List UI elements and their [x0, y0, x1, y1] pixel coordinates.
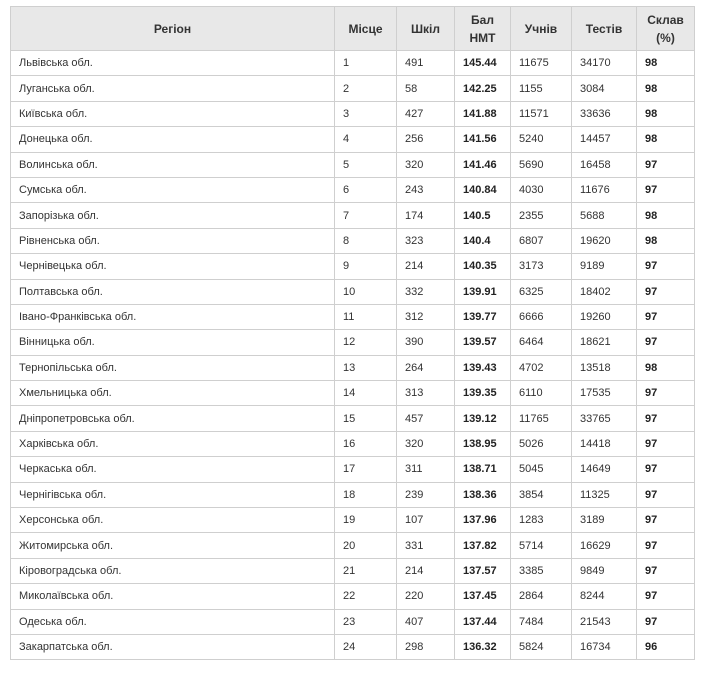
students-cell: 7484: [511, 609, 572, 634]
place-cell: 23: [335, 609, 397, 634]
schools-cell: 174: [397, 203, 455, 228]
pass-cell: 97: [637, 279, 695, 304]
place-cell: 15: [335, 406, 397, 431]
header-score-line2: НМТ: [469, 30, 496, 45]
region-cell: Сумська обл.: [11, 177, 335, 202]
score-cell: 140.35: [455, 254, 511, 279]
pass-cell: 97: [637, 584, 695, 609]
pass-cell: 98: [637, 127, 695, 152]
header-pass-line1: Склав: [647, 12, 684, 27]
region-cell: Волинська обл.: [11, 152, 335, 177]
tests-cell: 11676: [572, 177, 637, 202]
schools-cell: 457: [397, 406, 455, 431]
pass-cell: 98: [637, 51, 695, 76]
table-row: [11, 228, 695, 253]
score-cell: 139.57: [455, 330, 511, 355]
region-cell: Закарпатська обл.: [11, 634, 335, 659]
region-cell: Харківська обл.: [11, 431, 335, 456]
students-cell: 5714: [511, 533, 572, 558]
tests-cell: 14649: [572, 457, 637, 482]
pass-cell: 98: [637, 76, 695, 101]
table-header-row: [11, 7, 695, 51]
score-cell: 139.43: [455, 355, 511, 380]
tests-cell: 17535: [572, 381, 637, 406]
pass-cell: 98: [637, 101, 695, 126]
tests-cell: 3084: [572, 76, 637, 101]
table-row: [11, 558, 695, 583]
region-cell: Львівська обл.: [11, 51, 335, 76]
region-cell: Житомирська обл.: [11, 533, 335, 558]
table-row: [11, 508, 695, 533]
region-cell: Тернопільська обл.: [11, 355, 335, 380]
tests-cell: 11325: [572, 482, 637, 507]
region-cell: Івано-Франківська обл.: [11, 304, 335, 329]
students-cell: 6666: [511, 304, 572, 329]
schools-cell: 313: [397, 381, 455, 406]
header-pass: [637, 7, 695, 51]
place-cell: 7: [335, 203, 397, 228]
tests-cell: 14418: [572, 431, 637, 456]
pass-cell: 97: [637, 431, 695, 456]
header-region: Регіон: [11, 7, 335, 51]
score-cell: 139.12: [455, 406, 511, 431]
score-cell: 141.88: [455, 101, 511, 126]
score-cell: 141.46: [455, 152, 511, 177]
place-cell: 21: [335, 558, 397, 583]
table-row: [11, 152, 695, 177]
students-cell: 4702: [511, 355, 572, 380]
schools-cell: 107: [397, 508, 455, 533]
place-cell: 1: [335, 51, 397, 76]
table-row: [11, 457, 695, 482]
pass-cell: 97: [637, 533, 695, 558]
table-row: [11, 101, 695, 126]
score-cell: 139.77: [455, 304, 511, 329]
place-cell: 16: [335, 431, 397, 456]
region-cell: Дніпропетровська обл.: [11, 406, 335, 431]
schools-cell: 320: [397, 152, 455, 177]
place-cell: 10: [335, 279, 397, 304]
table-row: [11, 609, 695, 634]
score-cell: 141.56: [455, 127, 511, 152]
place-cell: 18: [335, 482, 397, 507]
score-cell: 137.96: [455, 508, 511, 533]
tests-cell: 18402: [572, 279, 637, 304]
schools-cell: 214: [397, 558, 455, 583]
students-cell: 3385: [511, 558, 572, 583]
tests-cell: 9849: [572, 558, 637, 583]
place-cell: 13: [335, 355, 397, 380]
score-cell: 137.57: [455, 558, 511, 583]
table-row: [11, 431, 695, 456]
table-row: [11, 51, 695, 76]
students-cell: 2864: [511, 584, 572, 609]
region-cell: Черкаська обл.: [11, 457, 335, 482]
pass-cell: 97: [637, 482, 695, 507]
table-body: [11, 51, 695, 660]
schools-cell: 220: [397, 584, 455, 609]
pass-cell: 98: [637, 228, 695, 253]
region-ranking-table: [10, 6, 695, 660]
table-row: [11, 304, 695, 329]
score-cell: 139.35: [455, 381, 511, 406]
students-cell: 5240: [511, 127, 572, 152]
table-row: [11, 634, 695, 659]
students-cell: 5045: [511, 457, 572, 482]
students-cell: 6807: [511, 228, 572, 253]
students-cell: 11571: [511, 101, 572, 126]
score-cell: 140.84: [455, 177, 511, 202]
region-cell: Запорізька обл.: [11, 203, 335, 228]
table-row: [11, 533, 695, 558]
schools-cell: 311: [397, 457, 455, 482]
table-row: [11, 355, 695, 380]
students-cell: 11675: [511, 51, 572, 76]
table-row: [11, 406, 695, 431]
region-cell: Луганська обл.: [11, 76, 335, 101]
header-score-line1: Бал: [471, 12, 494, 27]
place-cell: 20: [335, 533, 397, 558]
score-cell: 137.82: [455, 533, 511, 558]
schools-cell: 320: [397, 431, 455, 456]
region-cell: Одеська обл.: [11, 609, 335, 634]
place-cell: 9: [335, 254, 397, 279]
table-row: [11, 177, 695, 202]
students-cell: 1283: [511, 508, 572, 533]
region-cell: Рівненська обл.: [11, 228, 335, 253]
table-row: [11, 127, 695, 152]
schools-cell: 390: [397, 330, 455, 355]
tests-cell: 19620: [572, 228, 637, 253]
pass-cell: 97: [637, 177, 695, 202]
region-cell: Київська обл.: [11, 101, 335, 126]
table-row: [11, 482, 695, 507]
header-tests: Тестів: [572, 7, 637, 51]
schools-cell: 239: [397, 482, 455, 507]
pass-cell: 97: [637, 330, 695, 355]
region-cell: Чернігівська обл.: [11, 482, 335, 507]
region-cell: Донецька обл.: [11, 127, 335, 152]
tests-cell: 16629: [572, 533, 637, 558]
schools-cell: 427: [397, 101, 455, 126]
pass-cell: 97: [637, 558, 695, 583]
students-cell: 3173: [511, 254, 572, 279]
schools-cell: 243: [397, 177, 455, 202]
tests-cell: 33765: [572, 406, 637, 431]
region-cell: Полтавська обл.: [11, 279, 335, 304]
score-cell: 145.44: [455, 51, 511, 76]
pass-cell: 97: [637, 381, 695, 406]
students-cell: 5690: [511, 152, 572, 177]
table-row: [11, 254, 695, 279]
schools-cell: 331: [397, 533, 455, 558]
tests-cell: 9189: [572, 254, 637, 279]
place-cell: 6: [335, 177, 397, 202]
place-cell: 24: [335, 634, 397, 659]
score-cell: 137.45: [455, 584, 511, 609]
table-row: [11, 330, 695, 355]
pass-cell: 97: [637, 457, 695, 482]
tests-cell: 16458: [572, 152, 637, 177]
tests-cell: 8244: [572, 584, 637, 609]
tests-cell: 3189: [572, 508, 637, 533]
score-cell: 136.32: [455, 634, 511, 659]
students-cell: 4030: [511, 177, 572, 202]
schools-cell: 323: [397, 228, 455, 253]
table-row: [11, 381, 695, 406]
students-cell: 11765: [511, 406, 572, 431]
pass-cell: 97: [637, 609, 695, 634]
schools-cell: 58: [397, 76, 455, 101]
region-cell: Херсонська обл.: [11, 508, 335, 533]
table-row: [11, 584, 695, 609]
pass-cell: 97: [637, 406, 695, 431]
score-cell: 137.44: [455, 609, 511, 634]
region-cell: Миколаївська обл.: [11, 584, 335, 609]
tests-cell: 14457: [572, 127, 637, 152]
tests-cell: 18621: [572, 330, 637, 355]
pass-cell: 96: [637, 634, 695, 659]
score-cell: 140.4: [455, 228, 511, 253]
header-pass-line2: (%): [656, 30, 675, 45]
score-cell: 138.36: [455, 482, 511, 507]
tests-cell: 34170: [572, 51, 637, 76]
table-row: [11, 76, 695, 101]
tests-cell: 5688: [572, 203, 637, 228]
table-row: [11, 203, 695, 228]
pass-cell: 97: [637, 304, 695, 329]
place-cell: 22: [335, 584, 397, 609]
tests-cell: 33636: [572, 101, 637, 126]
tests-cell: 16734: [572, 634, 637, 659]
pass-cell: 98: [637, 203, 695, 228]
score-cell: 140.5: [455, 203, 511, 228]
students-cell: 5824: [511, 634, 572, 659]
students-cell: 6110: [511, 381, 572, 406]
students-cell: 1155: [511, 76, 572, 101]
schools-cell: 491: [397, 51, 455, 76]
place-cell: 4: [335, 127, 397, 152]
place-cell: 3: [335, 101, 397, 126]
header-students: Учнів: [511, 7, 572, 51]
header-place: Місце: [335, 7, 397, 51]
tests-cell: 21543: [572, 609, 637, 634]
tests-cell: 19260: [572, 304, 637, 329]
score-cell: 138.71: [455, 457, 511, 482]
table-row: [11, 279, 695, 304]
region-cell: Хмельницька обл.: [11, 381, 335, 406]
pass-cell: 97: [637, 254, 695, 279]
place-cell: 8: [335, 228, 397, 253]
score-cell: 138.95: [455, 431, 511, 456]
header-score: [455, 7, 511, 51]
place-cell: 14: [335, 381, 397, 406]
students-cell: 6325: [511, 279, 572, 304]
pass-cell: 97: [637, 508, 695, 533]
students-cell: 5026: [511, 431, 572, 456]
tests-cell: 13518: [572, 355, 637, 380]
schools-cell: 256: [397, 127, 455, 152]
region-cell: Чернівецька обл.: [11, 254, 335, 279]
place-cell: 11: [335, 304, 397, 329]
schools-cell: 298: [397, 634, 455, 659]
pass-cell: 98: [637, 355, 695, 380]
score-cell: 142.25: [455, 76, 511, 101]
place-cell: 19: [335, 508, 397, 533]
header-schools: Шкіл: [397, 7, 455, 51]
score-cell: 139.91: [455, 279, 511, 304]
schools-cell: 332: [397, 279, 455, 304]
region-cell: Кіровоградська обл.: [11, 558, 335, 583]
schools-cell: 214: [397, 254, 455, 279]
region-cell: Вінницька обл.: [11, 330, 335, 355]
students-cell: 3854: [511, 482, 572, 507]
pass-cell: 97: [637, 152, 695, 177]
schools-cell: 264: [397, 355, 455, 380]
students-cell: 2355: [511, 203, 572, 228]
place-cell: 17: [335, 457, 397, 482]
schools-cell: 407: [397, 609, 455, 634]
place-cell: 12: [335, 330, 397, 355]
students-cell: 6464: [511, 330, 572, 355]
place-cell: 5: [335, 152, 397, 177]
place-cell: 2: [335, 76, 397, 101]
schools-cell: 312: [397, 304, 455, 329]
